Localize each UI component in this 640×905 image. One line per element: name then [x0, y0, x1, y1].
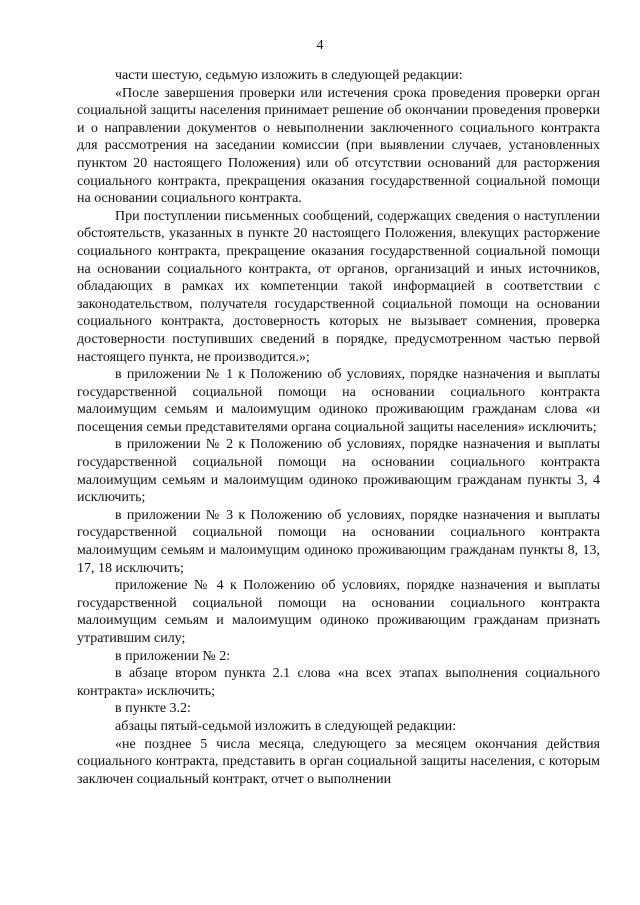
paragraph-12: «не позднее 5 числа месяца, следующего за месяцем окончания действия социального контракта, представить в орган социальной защиты населения, с которым заключен социальный контракт, отчет о выполнении	[77, 736, 600, 787]
paragraph-5: в приложении № 2 к Положению об условиях, порядке назначения и выплаты государственной социальной помощи на основании социального контракта малоимущим семьям и малоимущим одиноко проживающим гражданам пункты 3, 4 исключить;	[77, 437, 600, 506]
paragraph-8: в приложении № 2:	[115, 648, 231, 664]
paragraph-9: в абзаце втором пункта 2.1 слова «на всех этапах выполнения социального контракта» исключить;	[77, 666, 600, 699]
page-number: 4	[316, 38, 324, 53]
paragraph-7: приложение № 4 к Положению об условиях, порядке назначения и выплаты государственной социальной помощи на основании социального контракта малоимущим семьям и малоимущим одиноко проживающим гражданам признать утратившим силу;	[77, 578, 600, 646]
paragraph-2: «После завершения проверки или истечения срока проведения проверки орган социальной защиты населения принимает решение об окончании проведения проверки и о направлении документов о невыполнении заключенного социального контракта для рассмотрения на заседании комиссии (при выявлении случаев, установленных пунктом 20 настоящего Положения) или об отсутствии оснований для расторжения социального контракта, прекращения оказания государственной социальной помощи на основании социального контракта.	[77, 85, 600, 207]
paragraph-10: в пункте 3.2:	[115, 701, 191, 717]
paragraph-1: части шестую, седьмую изложить в следующей редакции:	[115, 68, 463, 83]
paragraph-11: абзацы пятый-седьмой изложить в следующей редакции:	[115, 718, 457, 734]
paragraph-6: в приложении № 3 к Положению об условиях, порядке назначения и выплаты государственной социальной помощи на основании социального контракта малоимущим семьям и малоимущим одиноко проживающим гражданам пункты 8, 13, 17, 18 исключить;	[77, 507, 600, 576]
paragraph-4: в приложении № 1 к Положению об условиях, порядке назначения и выплаты государственной социальной помощи на основании социального контракта малоимущим семьям и малоимущим одиноко проживающим гражданам слова «и посещения семьи представителями органа социальной защиты населения» исключить;	[77, 367, 600, 435]
document-body	[77, 67, 600, 788]
paragraph-3: При поступлении письменных сообщений, содержащих сведения о наступлении обстоятельств, указанных в пункте 20 настоящего Положения, влекущих расторжение социального контракта, прекращение оказания государственной социальной помощи на основании социального контракта, от органов, организаций и иных источников, обладающих в рамках их компетенции такой информацией в соответствии с законодательством, получателя государственной социальной помощи на основании социального контракта, достоверность которых не вызывает сомнения, проверка достоверности поступивших сведений в порядке, предусмотренном частью первой настоящего пункта, не производится.»;	[77, 208, 600, 365]
